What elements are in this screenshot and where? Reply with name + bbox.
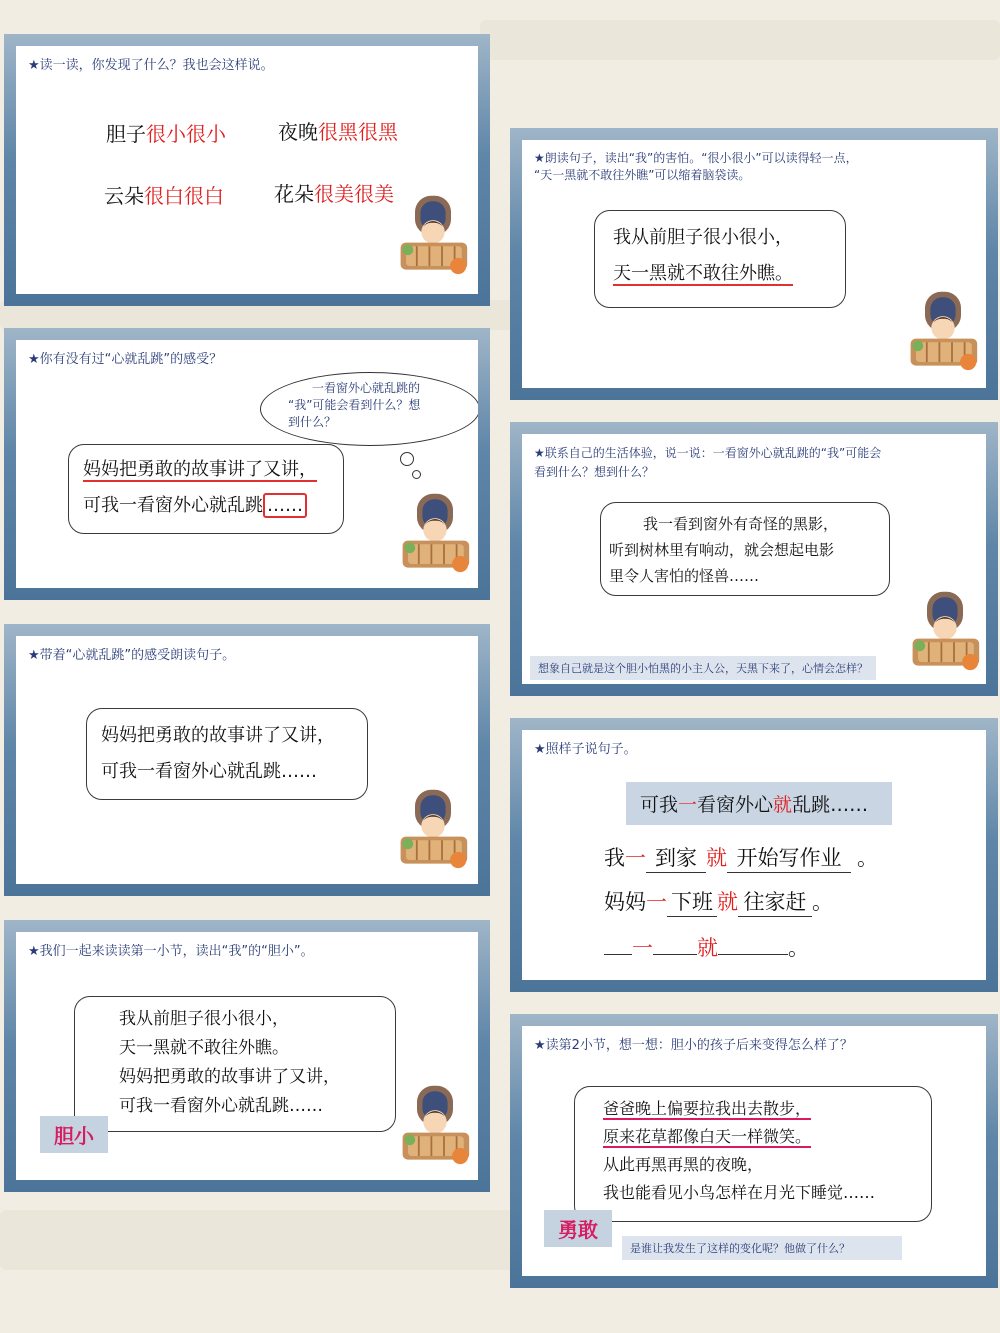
slide-1-prompt: ★读一读，你发现了什么？我也会这样说。	[28, 58, 274, 73]
slide-6-prompt: ★照样子说句子。	[534, 742, 637, 757]
cloud-line: 到什么？	[288, 415, 337, 429]
slide-1	[4, 34, 490, 306]
slide-2-content	[522, 140, 986, 388]
keyword-tag: 勇敢	[544, 1210, 612, 1247]
slide-5	[4, 624, 490, 896]
cloud-line: 一看窗外心就乱跳的	[312, 381, 421, 395]
phrase-plain: 云朵	[104, 184, 144, 208]
text-part: 我	[604, 846, 625, 870]
sentence-bubble	[68, 444, 344, 534]
sentence-bubble	[574, 1086, 932, 1222]
slide-6-content	[522, 730, 986, 980]
sentence-bubble	[600, 502, 890, 596]
blank-answer[interactable]: 到家	[646, 842, 706, 873]
practice-sentence-1	[604, 842, 878, 873]
sentence-line: 我一看到窗外有奇怪的黑影，	[643, 515, 839, 533]
sentence-line: 可我一看窗外心就乱跳	[83, 495, 263, 516]
child-illustration	[390, 492, 478, 582]
phrase-plain: 花朵	[274, 182, 314, 206]
phrase-red: 很白很白	[144, 184, 224, 208]
slide-3	[4, 328, 490, 600]
practice-sentence-3	[604, 932, 809, 962]
phrase-plain: 夜晚	[278, 120, 318, 144]
sentence-line: 原来花草都像白天一样微笑。	[603, 1127, 812, 1146]
thought-dot	[400, 452, 414, 466]
blank-answer[interactable]	[718, 954, 788, 955]
text-part: 妈妈	[604, 890, 646, 914]
sentence-bubble	[86, 708, 368, 800]
phrase-pair	[104, 180, 224, 209]
prompt-line: “天一黑就不敢往外瞧”可以缩着脑袋读。	[534, 168, 751, 182]
background-stroke	[0, 1210, 560, 1270]
text-part: 看窗外心	[697, 794, 774, 816]
phrase-plain: 胆子	[106, 122, 146, 146]
sentence-line: 我也能看见小鸟怎样在月光下睡觉……	[603, 1183, 876, 1202]
sentence-line: 爸爸晚上偏要拉我出去散步，	[603, 1099, 812, 1118]
sentence-line: 妈妈把勇敢的故事讲了又讲，	[83, 459, 317, 480]
prompt-line: 看到什么？想到什么？	[534, 465, 655, 479]
sentence-line: 妈妈把勇敢的故事讲了又讲，	[119, 1067, 340, 1087]
slide-6	[510, 718, 998, 992]
phrase-pair	[274, 178, 394, 207]
sentence-line: 听到树林里有响动，就会想起电影	[609, 541, 835, 559]
hint-bar: 是谁让我发生了这样的变化呢？他做了什么？	[622, 1236, 902, 1260]
slide-5-prompt: ★带着“心就乱跳”的感受朗读句子。	[28, 648, 236, 663]
child-illustration	[898, 290, 986, 380]
text-part: 。	[857, 846, 878, 870]
keyword-jiu: 就	[717, 890, 738, 914]
phrase-red: 很小很小	[146, 122, 226, 146]
slide-4-prompt	[534, 444, 974, 482]
sentence-line: 可我一看窗外心就乱跳……	[101, 761, 317, 782]
child-illustration	[900, 590, 986, 680]
slide-4	[510, 422, 998, 696]
prompt-line: ★联系自己的生活体验，说一说：一看窗外心就乱跳的“我”可能会	[534, 446, 882, 460]
slide-7-content	[16, 932, 478, 1180]
hint-bar: 想象自己就是这个胆小怕黑的小主人公，天黑下来了，心情会怎样？	[530, 656, 876, 680]
slide-1-content	[16, 46, 478, 294]
sentence-line: 妈妈把勇敢的故事讲了又讲，	[101, 725, 335, 746]
thought-dot	[412, 470, 421, 479]
slide-7	[4, 920, 490, 1192]
sentence-line: 从此再黑再黑的夜晚，	[603, 1155, 764, 1174]
sentence-bubble	[594, 210, 846, 308]
sentence-line: 我从前胆子很小很小，	[613, 227, 793, 248]
slide-8-content	[522, 1026, 986, 1276]
keyword-jiu: 就	[697, 936, 718, 960]
slide-3-content	[16, 340, 478, 588]
text-part: 可我	[640, 794, 679, 816]
keyword-jiu: 就	[773, 794, 793, 816]
sentence-line: 可我一看窗外心就乱跳……	[119, 1096, 323, 1116]
keyword-yi: 一	[678, 794, 698, 816]
thought-cloud-text	[288, 380, 468, 431]
prompt-line: ★朗读句子，读出“我”的害怕。“很小很小”可以读得轻一点，	[534, 151, 858, 165]
slide-2	[510, 128, 998, 400]
slide-8	[510, 1014, 998, 1288]
blank-answer[interactable]: 下班	[667, 886, 717, 917]
example-sentence	[626, 782, 892, 825]
slide-8-prompt: ★读第2小节，想一想：胆小的孩子后来变得怎么样了？	[534, 1038, 853, 1053]
text-part: 。	[812, 890, 833, 914]
sentence-line: 天一黑就不敢往外瞧。	[119, 1038, 289, 1058]
text-part: 。	[788, 936, 809, 960]
child-illustration	[390, 1084, 478, 1174]
keyword-yi: 一	[646, 890, 667, 914]
practice-sentence-2	[604, 886, 833, 917]
phrase-pair	[278, 116, 398, 145]
phrase-red: 很美很美	[314, 182, 394, 206]
child-illustration	[388, 194, 478, 284]
sentence-bubble	[74, 996, 396, 1132]
keyword-yi: 一	[632, 936, 653, 960]
sentence-line: 我从前胆子很小很小，	[119, 1009, 289, 1029]
blank-answer[interactable]	[653, 954, 697, 955]
slide-2-prompt	[534, 150, 974, 184]
sentence-line: 里令人害怕的怪兽……	[609, 567, 760, 585]
phrase-pair	[106, 118, 226, 147]
keyword-yi: 一	[625, 846, 646, 870]
slide-5-content	[16, 636, 478, 884]
blank-answer[interactable]	[604, 954, 632, 955]
background-stroke	[480, 20, 1000, 60]
blank-answer[interactable]: 往家赶	[738, 886, 812, 917]
child-illustration	[388, 788, 478, 878]
slide-4-content	[522, 434, 986, 684]
keyword-jiu: 就	[706, 846, 727, 870]
slide-3-prompt: ★你有没有过“心就乱跳”的感受？	[28, 352, 223, 367]
keyword-tag: 胆小	[40, 1116, 108, 1153]
slide-7-prompt: ★我们一起来读读第一小节，读出“我”的“胆小”。	[28, 944, 314, 959]
sentence-line: 天一黑就不敢往外瞧。	[613, 263, 793, 284]
cloud-line: “我”可能会看到什么？想	[288, 398, 421, 412]
text-part: 乱跳……	[792, 794, 869, 816]
phrase-red: 很黑很黑	[318, 120, 398, 144]
ellipsis-highlight: ……	[263, 493, 307, 518]
blank-answer[interactable]: 开始写作业	[727, 842, 851, 873]
